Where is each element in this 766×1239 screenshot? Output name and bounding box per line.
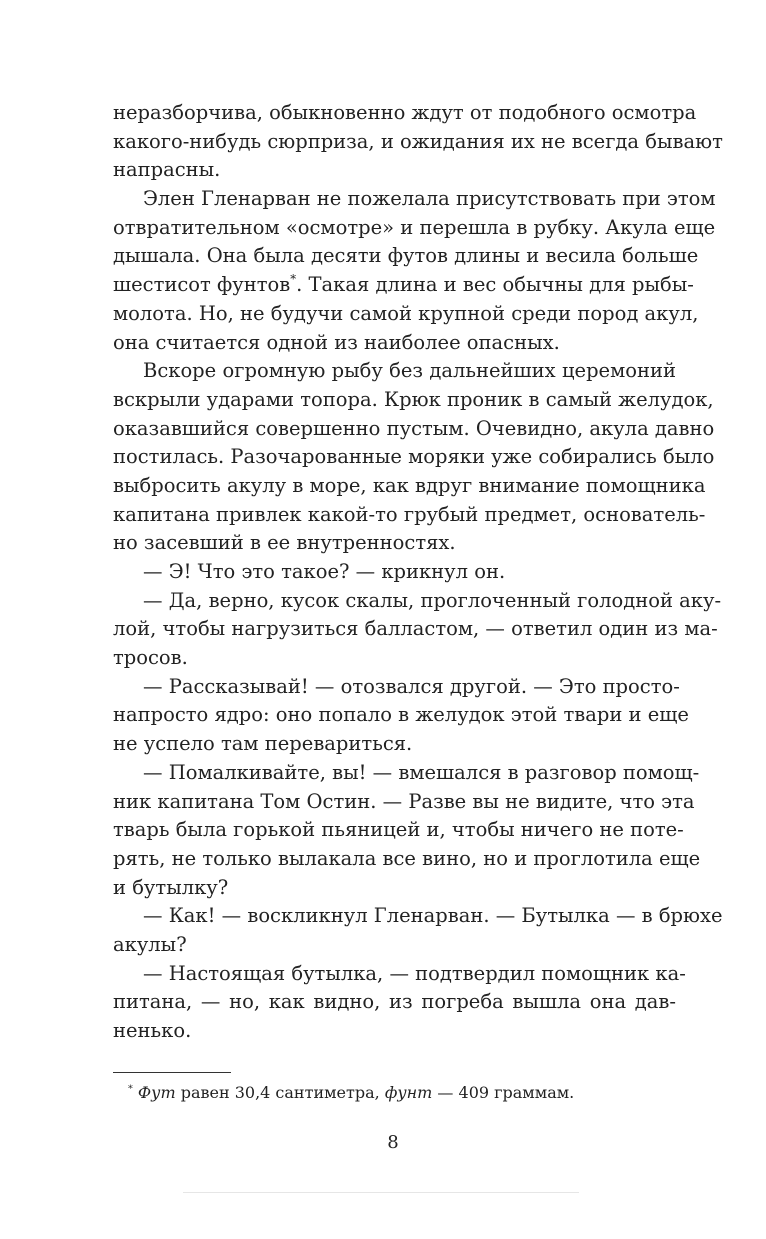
text-line: — Рассказывай! — отозвался другой. — Это просто-: [143, 674, 680, 698]
footnote-marker: *: [290, 271, 297, 286]
footnote-text: — 409 граммам.: [432, 1083, 575, 1102]
text-line: отвратительном «осмотре» и перешла в рубку. Акула еще: [113, 215, 716, 239]
text-line: и бутылку?: [113, 875, 229, 899]
footnote-text: равен 30,4 сантиметра,: [175, 1083, 385, 1102]
text-line: ник капитана Том Остин. — Разве вы не видите, что эта: [113, 789, 695, 813]
text-line: Вскоре огромную рыбу без дальнейших церемоний: [143, 359, 676, 383]
text-line: оказавшийся совершенно пустым. Очевидно, акула давно: [113, 416, 715, 440]
text-line: молота. Но, не будучи самой крупной среди пород акул,: [113, 301, 699, 325]
text-line: акулы?: [113, 932, 187, 956]
text-line: капитана привлек какой-то грубый предмет, основатель-: [113, 502, 706, 526]
text-line: питана, — но, как видно, из погреба вышла она дав-: [113, 990, 676, 1014]
text-line: напросто ядро: оно попало в желудок этой твари и еще: [113, 703, 689, 727]
text-fragment: шестисот фунтов: [113, 273, 291, 297]
text-line: но засевший в ее внутренностях.: [113, 531, 456, 555]
text-line: дышала. Она была десяти футов длины и весила больше: [113, 244, 699, 268]
text-line: какого-нибудь сюрприза, и ожидания их не всегда бывают: [113, 129, 723, 153]
text-line: рять, не только вылакала все вино, но и проглотила еще: [113, 846, 701, 870]
text-line: тросов.: [113, 646, 188, 670]
text-line: Элен Гленарван не пожелала присутствовать при этом: [143, 187, 716, 211]
footnote-marker: *: [128, 1083, 133, 1095]
text-line: [113, 271, 694, 300]
text-line: не успело там перевариться.: [113, 732, 413, 756]
text-line: — Э! Что это такое? — крикнул он.: [143, 560, 506, 583]
text-line: ненько.: [113, 1019, 192, 1042]
bottom-divider: [183, 1192, 579, 1193]
text-line: напрасны.: [113, 158, 221, 182]
footnote-divider: [113, 1072, 231, 1073]
footnote-term: Фут: [137, 1083, 176, 1102]
text-line: она считается одной из наиболее опасных.: [113, 330, 560, 354]
text-line: постилась. Разочарованные моряки уже собирались было: [113, 445, 715, 469]
text-fragment: . Такая длина и вес обычны для рыбы-: [296, 273, 694, 297]
page-number: 8: [387, 1132, 399, 1153]
text-line: — Как! — воскликнул Гленарван. — Бутылка — в брюхе: [143, 904, 723, 928]
text-line: тварь была горькой пьяницей и, чтобы ничего не поте-: [113, 818, 684, 842]
text-line: — Настоящая бутылка, — подтвердил помощник ка-: [143, 961, 686, 985]
body-text: [113, 99, 723, 1046]
footnote: [128, 1082, 574, 1104]
text-line: лой, чтобы нагрузиться балластом, — ответил один из ма-: [113, 617, 718, 641]
footnote-term: фунт: [384, 1083, 433, 1102]
text-line: — Да, верно, кусок скалы, проглоченный голодной аку-: [143, 588, 722, 612]
text-line: неразборчива, обыкновенно ждут от подобного осмотра: [113, 101, 697, 124]
text-line: вскрыли ударами топора. Крюк проник в самый желудок,: [113, 387, 714, 411]
text-line: — Помалкивайте, вы! — вмешался в разговор помощ-: [143, 760, 700, 784]
text-line: выбросить акулу в море, как вдруг внимание помощника: [113, 473, 706, 497]
